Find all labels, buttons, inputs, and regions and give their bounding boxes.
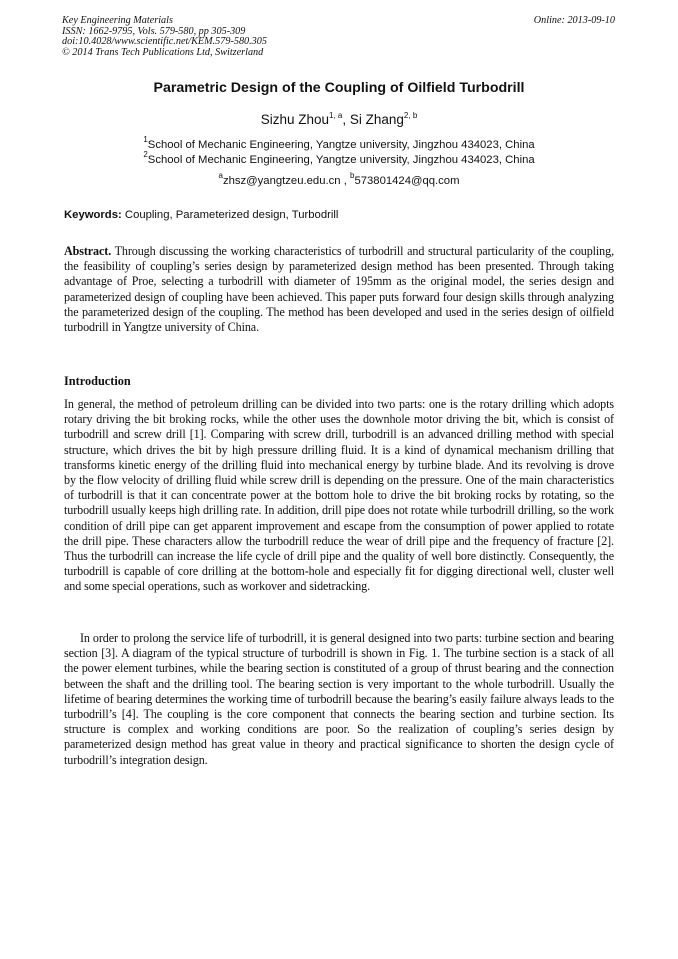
keywords-label: Keywords: bbox=[64, 209, 122, 221]
abstract bbox=[64, 244, 614, 335]
author-separator: , bbox=[342, 112, 350, 127]
abstract-text: Through discussing the working characteristics of turbodrill and structural particularity of the coupling, the feasibility of coupling’s series design by parameterized design method has been presented. Through taking advantage of Proe, selecting a turbodrill with diameter of 195mm as the original model, the series design and parameterized design of coupling have been achieved. This paper puts forward four design skills through analyzing the parameterized design of the coupling. The method has been developed and used in the series design of oilfield turbodrill in Yangtze university of China. bbox=[64, 244, 614, 335]
email-address: 573801424@qq.com bbox=[354, 175, 460, 187]
affiliation-superscript: 1 bbox=[143, 135, 148, 144]
affiliation-superscript: 2 bbox=[143, 150, 148, 159]
email-superscript: a bbox=[218, 171, 223, 180]
body-paragraph: In general, the method of petroleum drilling can be divided into two parts: one is the rotary drilling which adopts rotary driving the bit broking rocks, while the other uses the downhole motor driving the bit, which is consist of turbodrill and screw drill [1]. Comparing with screw drill, turbodrill is an advanced drilling method with special structure, which drives the bit by high pressure drilling fluid. It is a kind of dynamical mechanism drilling that transforms kinetic energy of the drilling fluid into mechanical energy by turbine blade. And its revolving is drove by the flow velocity of drilling fluid while screw drill is depending on the pressure. One of the main characteristics of turbodrill is that it can concentrate power at the bottom hole to drive the bit broking rocks by rotating, so the turbodrill usually keeps high drilling rate. In addition, drill pipe does not rotate while turbodrill drilling, so the work condition of drill pipe can get apparent improvement and escape from the consumption of power applied to rotate the drill pipe. These characters allow the turbodrill reduce the wear of drill pipe and the frequency of fracture [2]. Thus the turbodrill can increase the life cycle of drill pipe and the quality of well bore distinctly. Consequently, the turbodrill is capable of core drilling at the bottom-hole and especially fit for digging directional well, cluster well and some special operations, such as workover and sidetracking. bbox=[64, 397, 614, 594]
author-name: Si Zhang bbox=[349, 112, 404, 127]
section-heading: Introduction bbox=[64, 374, 131, 388]
keywords bbox=[64, 209, 338, 221]
copyright-line: © 2014 Trans Tech Publications Ltd, Switzerland bbox=[62, 46, 264, 58]
affiliation bbox=[0, 135, 678, 151]
email-superscript: b bbox=[349, 171, 355, 180]
body-paragraph: In order to prolong the service life of turbodrill, it is general designed into two parts: turbine section and bearing section [3]. A diagram of the typical structure of turbodrill is shown in Fig. 1. The turbine section is a stack of all the power element turbines, while the bearing section is constituted of a group of thrust bearing and the connection between the shaft and the drilling tool. The bearing section is very important to the whole turbodrill. Usually the lifetime of bearing determines the working time of turbodrill because the bearing’s easily failure always leads to the turbodrill’s [4]. The coupling is the core component that connects the bearing section and turbine section. Its structure is complex and working conditions are poor. So the realization of coupling’s series design by parameterized design method has great value in theory and practical significance to shorten the design cycle of turbodrill’s integration design. bbox=[64, 631, 614, 767]
paper-title: Parametric Design of the Coupling of Oilfield Turbodrill bbox=[153, 80, 525, 96]
author-list bbox=[0, 112, 678, 127]
email-separator: , bbox=[340, 175, 350, 187]
issn-line: ISSN: 1662-9795, Vols. 579-580, pp 305-309 bbox=[62, 25, 246, 37]
journal-header bbox=[62, 16, 267, 58]
keywords-text: Coupling, Parameterized design, Turbodrill bbox=[124, 209, 339, 221]
author-superscript: 1, a bbox=[329, 111, 343, 120]
email-line bbox=[0, 171, 678, 187]
email-address: zhsz@yangtzeu.edu.cn bbox=[222, 175, 341, 187]
abstract-label: Abstract. bbox=[64, 244, 112, 258]
author-name: Sizhu Zhou bbox=[260, 112, 330, 127]
online-date: Online: 2013-09-10 bbox=[533, 15, 615, 26]
author-superscript: 2, b bbox=[403, 111, 418, 120]
affiliation-text: School of Mechanic Engineering, Yangtze university, Jingzhou 434023, China bbox=[147, 139, 535, 151]
affiliation bbox=[0, 150, 678, 166]
journal-name: Key Engineering Materials bbox=[62, 15, 173, 26]
affiliation-text: School of Mechanic Engineering, Yangtze university, Jingzhou 434023, China bbox=[147, 154, 535, 166]
doi-line: doi:10.4028/www.scientific.net/KEM.579-580.305 bbox=[62, 36, 267, 48]
